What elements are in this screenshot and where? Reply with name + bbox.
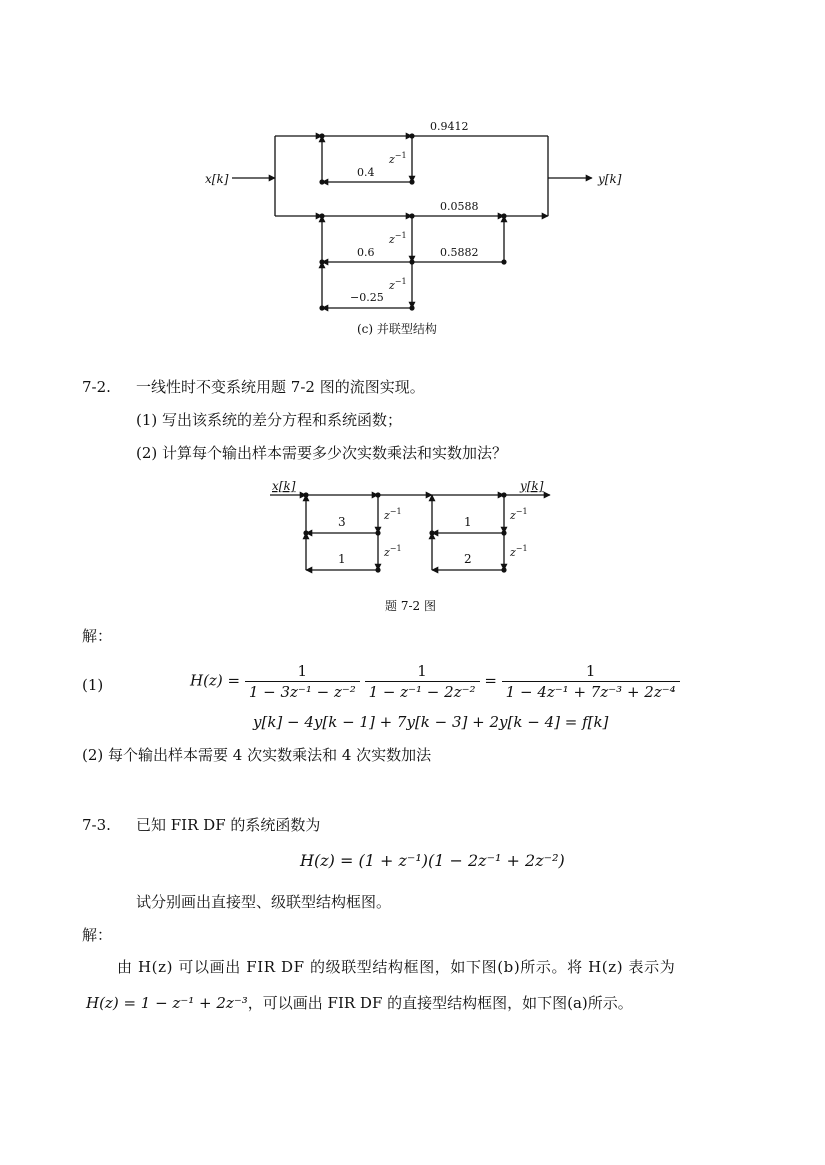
fraction-1: $\frac{1}{\text{1 − 3z⁻¹ − z⁻²}}$ [245, 661, 360, 702]
figure-c-caption: (c) 并联型结构 [357, 322, 437, 336]
fig72-input-label: x[k] [272, 479, 296, 493]
fig72-coef-1a: 1 [338, 552, 346, 566]
solution-7-2-part-1: (1) [82, 676, 104, 694]
input-label: x[k] [205, 172, 229, 186]
fir-system-function: H(z) = (1 + z⁻¹)(1 − 2z⁻¹ + 2z⁻²) [300, 851, 565, 870]
fig72-coef-1b: 1 [464, 515, 472, 529]
fig72-delay-3: $z^{-1}$ [510, 507, 528, 522]
problem-7-3-number: 7-3. [82, 816, 111, 834]
delay-label-1: $z^{-1}$ [389, 151, 407, 166]
coef-neg-0-25: −0.25 [350, 291, 384, 304]
solution-7-3-label: 解： [82, 926, 113, 944]
fig72-delay-4: $z^{-1}$ [510, 544, 528, 559]
fig72-delay-1: $z^{-1}$ [384, 507, 402, 522]
figure-7-2-caption: 题 7-2 图 [385, 599, 436, 613]
coef-0-0588: 0.0588 [440, 200, 479, 213]
solution-7-3-line-2 [86, 993, 633, 1013]
fig72-delay-2: $z^{-1}$ [384, 544, 402, 559]
output-label: y[k] [598, 172, 622, 186]
delay-label-3: $z^{-1}$ [389, 277, 407, 292]
solution-7-3-line-1: 由 H(z) 可以画出 FIR DF 的级联型结构框图，如下图(b)所示。将 H(z) 表示为 [117, 958, 676, 976]
direct-form-formula: H(z) = 1 − z⁻¹ + 2z⁻³ [86, 994, 248, 1012]
coef-0-5882: 0.5882 [440, 246, 479, 259]
fraction-3: $\frac{1}{\text{1 − 4z⁻¹ + 7z⁻³ + 2z⁻⁴}}$ [502, 661, 680, 702]
parallel-structure-diagram [0, 0, 825, 345]
solution-7-2-label: 解： [82, 627, 113, 645]
delay-label-2: $z^{-1}$ [389, 231, 407, 246]
solution-7-2-part-2: (2) 每个输出样本需要 4 次实数乘法和 4 次实数加法 [82, 746, 432, 764]
problem-7-3-statement: 已知 FIR DF 的系统函数为 [136, 816, 321, 834]
coef-0-9412: 0.9412 [430, 120, 469, 133]
problem-7-2-number: 7-2. [82, 378, 111, 396]
cascade-structure-diagram [0, 470, 825, 585]
h-lhs: H(z) = [190, 671, 241, 690]
coef-0-4: 0.4 [357, 166, 375, 179]
coef-0-6: 0.6 [357, 246, 375, 259]
fig72-coef-3: 3 [338, 515, 346, 529]
solution-7-3-line-2-text: ，可以画出 FIR DF 的直接型结构框图，如下图(a)所示。 [247, 994, 633, 1012]
difference-equation: y[k] − 4y[k − 1] + 7y[k − 3] + 2y[k − 4] = f[k] [253, 713, 609, 731]
fig72-output-label: y[k] [520, 479, 544, 493]
equals-sign: = [484, 671, 497, 690]
fig72-coef-2: 2 [464, 552, 472, 566]
fraction-2: $\frac{1}{\text{1 − z⁻¹ − 2z⁻²}}$ [365, 661, 480, 702]
system-function-equation [190, 661, 680, 702]
problem-7-2-question-2: (2) 计算每个输出样本需要多少次实数乘法和实数加法？ [136, 444, 508, 462]
problem-7-3-task: 试分别画出直接型、级联型结构框图。 [136, 893, 392, 911]
problem-7-2-question-1: (1) 写出该系统的差分方程和系统函数； [136, 411, 403, 429]
problem-7-2-statement: 一线性时不变系统用题 7-2 图的流图实现。 [136, 378, 425, 396]
